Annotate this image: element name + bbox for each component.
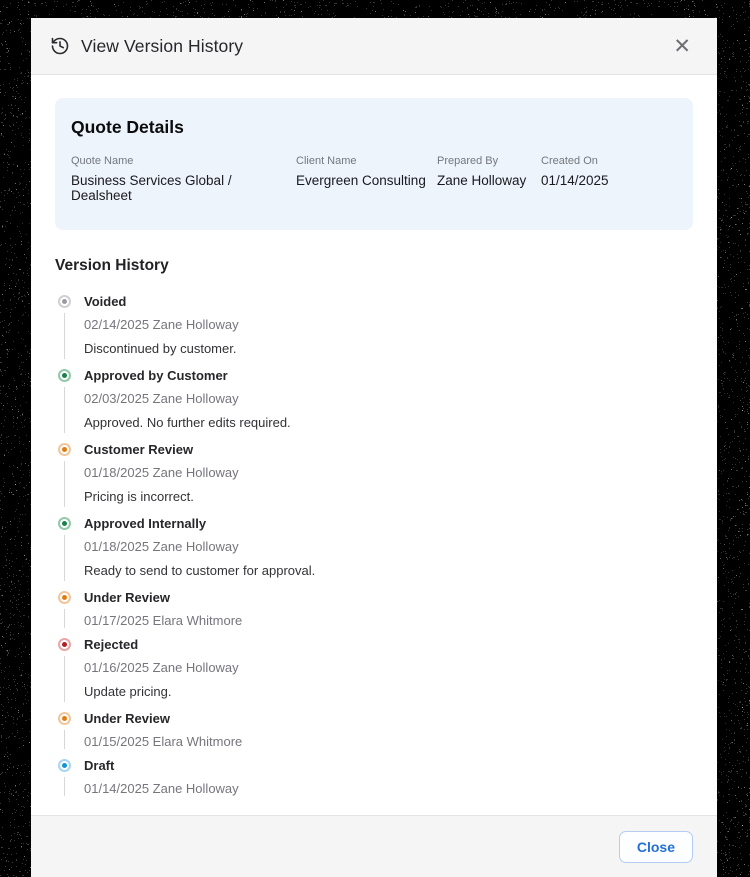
dialog-header	[31, 18, 717, 75]
timeline-item	[58, 294, 693, 359]
status-meta: 01/18/2025 Zane Holloway	[84, 465, 239, 480]
status-comment: Approved. No further edits required.	[84, 415, 291, 430]
field-client-name	[296, 155, 437, 203]
timeline-item	[58, 711, 693, 749]
status-meta: 01/17/2025 Elara Whitmore	[84, 613, 243, 628]
status-dot-review	[58, 591, 71, 604]
status-dot-review	[58, 443, 71, 456]
timeline-connector	[64, 730, 65, 749]
quote-fields-row	[71, 155, 677, 203]
status-comment: Update pricing.	[84, 684, 172, 699]
field-value: Zane Holloway	[437, 173, 527, 188]
status-meta: 02/14/2025 Zane Holloway	[84, 317, 239, 332]
status-meta: 01/16/2025 Zane Holloway	[84, 660, 239, 675]
status-label: Under Review	[84, 711, 170, 726]
timeline-connector	[64, 387, 65, 433]
field-quote-name	[71, 155, 296, 203]
quote-details-title: Quote Details	[71, 117, 184, 137]
status-label: Voided	[84, 294, 127, 309]
field-value: Evergreen Consulting	[296, 173, 426, 188]
status-comment: Ready to send to customer for approval.	[84, 563, 316, 578]
status-comment: Pricing is incorrect.	[84, 489, 194, 504]
status-label: Approved by Customer	[84, 368, 228, 383]
dialog-footer	[31, 815, 717, 877]
field-created-on	[541, 155, 677, 203]
dialog-title: View Version History	[81, 35, 244, 56]
status-dot-approved	[58, 369, 71, 382]
timeline-item	[58, 442, 693, 507]
timeline-connector	[64, 609, 65, 628]
status-meta: 01/15/2025 Elara Whitmore	[84, 734, 243, 749]
field-value: 01/14/2025	[541, 173, 609, 188]
status-comment: Discontinued by customer.	[84, 341, 237, 356]
status-dot-draft	[58, 759, 71, 772]
field-label: Client Name	[296, 155, 357, 167]
timeline-connector	[64, 535, 65, 581]
close-button[interactable]: Close	[619, 831, 693, 863]
status-dot-approved	[58, 517, 71, 530]
status-label: Under Review	[84, 590, 170, 605]
field-label: Quote Name	[71, 155, 134, 167]
status-dot-rejected	[58, 638, 71, 651]
timeline-connector	[64, 313, 65, 359]
field-prepared-by	[437, 155, 541, 203]
field-value: Business Services Global / Dealsheet	[71, 173, 232, 203]
timeline-connector	[64, 461, 65, 507]
timeline-connector	[64, 656, 65, 702]
status-label: Draft	[84, 758, 115, 773]
status-label: Approved Internally	[84, 516, 207, 531]
timeline-item	[58, 758, 693, 796]
version-history-title: Version History	[55, 257, 169, 274]
timeline-item	[58, 590, 693, 628]
status-dot-review	[58, 712, 71, 725]
quote-details-panel	[55, 98, 693, 230]
history-icon	[50, 36, 70, 56]
field-label: Prepared By	[437, 155, 499, 167]
field-label: Created On	[541, 155, 598, 167]
close-icon[interactable]: ✕	[667, 32, 697, 61]
status-meta: 01/14/2025 Zane Holloway	[84, 781, 239, 796]
dialog-body	[31, 75, 717, 815]
status-dot-voided	[58, 295, 71, 308]
timeline-item	[58, 368, 693, 433]
version-timeline	[55, 294, 693, 796]
status-label: Rejected	[84, 637, 139, 652]
status-meta: 02/03/2025 Zane Holloway	[84, 391, 239, 406]
status-meta: 01/18/2025 Zane Holloway	[84, 539, 239, 554]
timeline-item	[58, 516, 693, 581]
timeline-connector	[64, 777, 65, 796]
version-history-dialog	[31, 18, 717, 855]
timeline-item	[58, 637, 693, 702]
status-label: Customer Review	[84, 442, 194, 457]
